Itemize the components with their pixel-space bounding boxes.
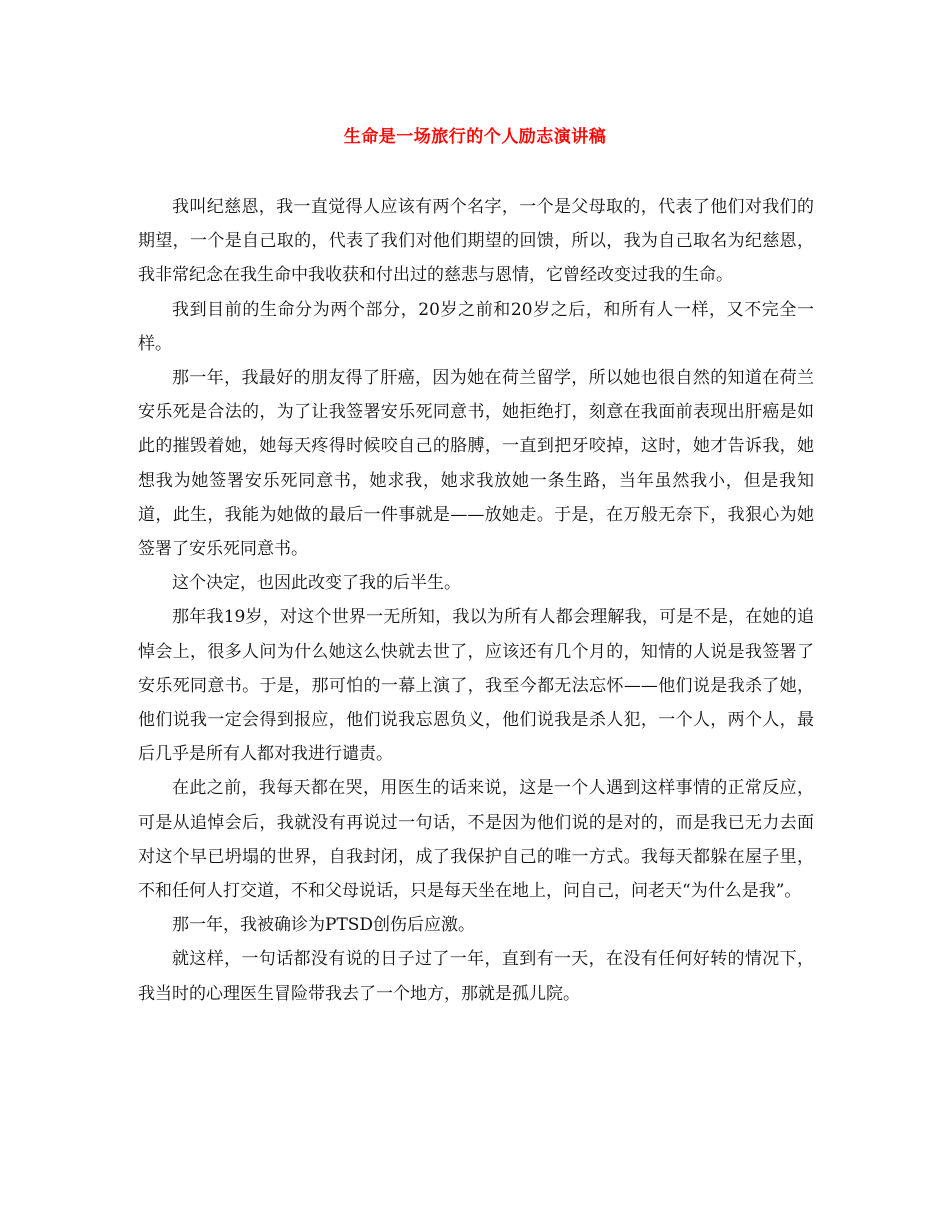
paragraph: 那一年，我被确诊为PTSD创伤后应激。 [172,915,476,936]
paragraph: 我到目前的生命分为两个部分，20岁之前和20岁之后，和所有人一样，又不完全一样。 [138,299,814,354]
paragraph: 在此之前，我每天都在哭，用医生的话来说，这是一个人遇到这样事情的正常反应，可是从追悼会后，我就没有再说过一句话，不是因为他们说的是对的，而是我已无力去面对这个早已坍塌的世界，自我封闭，成了我保护自己的唯一方式。我每天都躲在屋子里，不和任何人打交道，不和父母说话，只是每天坐在地上，问自己，问老天“为什么是我”。 [138,778,814,902]
paragraph: 就这样，一句话都没有说的日子过了一年，直到有一天，在没有任何好转的情况下，我当时的心理医生冒险带我去了一个地方，那就是孤儿院。 [138,949,814,1004]
paragraph: 那一年，我最好的朋友得了肝癌，因为她在荷兰留学，所以她也很自然的知道在荷兰安乐死是合法的，为了让我签署安乐死同意书，她拒绝打，刻意在我面前表现出肝癌是如此的摧毁着她，她每天疼得时候咬自己的胳膊，一直到把牙咬掉，这时，她才告诉我，她想我为她签署安乐死同意书，她求我，她求我放她一条生路，当年虽然我小，但是我知道，此生，我能为她做的最后一件事就是——放她走。于是，在万般无奈下，我狠心为她签署了安乐死同意书。 [138,368,814,560]
document-title: 生命是一场旅行的个人励志演讲稿 [343,127,607,147]
paragraph: 那年我19岁，对这个世界一无所知，我以为所有人都会理解我，可是不是，在她的追悼会上，很多人问为什么她这么快就去世了，应该还有几个月的，知情的人说是我签署了安乐死同意书。于是，那可怕的一幕上演了，我至今都无法忘怀——他们说是我杀了她，他们说我一定会得到报应，他们说我忘恩负义，他们说我是杀人犯，一个人，两个人，最后几乎是所有人都对我进行谴责。 [138,607,814,765]
paragraph: 我叫纪慈恩，我一直觉得人应该有两个名字，一个是父母取的，代表了他们对我们的期望，一个是自己取的，代表了我们对他们期望的回馈，所以，我为自己取名为纪慈恩，我非常纪念在我生命中我收获和付出过的慈悲与恩情，它曾经改变过我的生命。 [138,197,814,286]
document-body [138,190,814,1011]
paragraph: 这个决定，也因此改变了我的后半生。 [172,573,461,594]
